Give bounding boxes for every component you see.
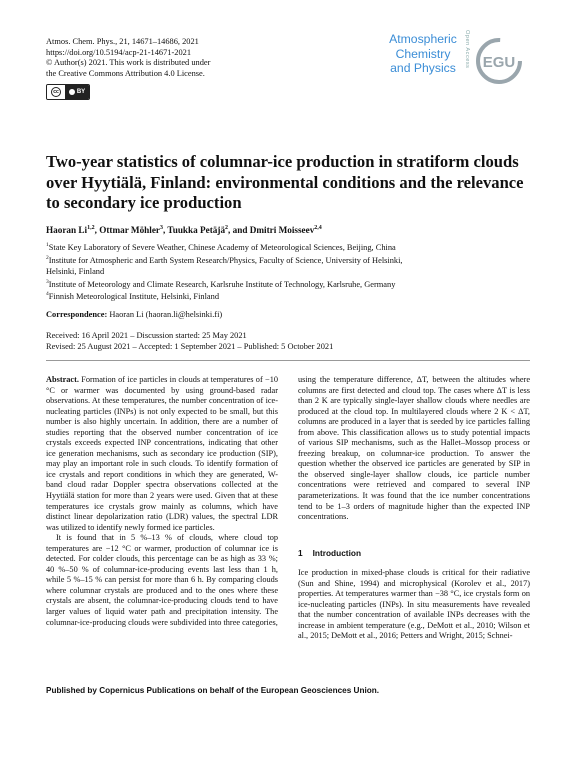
journal-line-1: Atmospheric	[389, 32, 457, 46]
copyright: © Author(s) 2021. This work is distributed under	[46, 58, 211, 68]
doi-link[interactable]: https://doi.org/10.5194/acp-21-14671-2021	[46, 47, 192, 57]
abstract-paragraph-3: using the temperature difference, ΔT, between the altitudes where columns are first detected and cloud top. The cases where ΔT is less than 2 K are typically single-layer shallow clouds where needles are produced at the cloud top. In multilayered clouds where 2 K < ΔT, columns are produced in a layer that is seeded by ice particles falling from above. This classification allows us to study potential impacts of various SIP mechanisms, such as the Hallet–Mossop process or freezing breakup, on columnar-ice production. To answer the question whether the observed ice particles are generated by SIP in the observed single-layer shallow clouds, ice particle number concentrations were retrieved and compared to several INP parameterizations. It was found that the ice number concentrations tend to be 1–3 orders of magnitude higher than the expected INP concentrations.	[298, 375, 530, 522]
affiliation-1: $^1$State Key Laboratory of Severe Weather, Chinese Academy of Meteorological Sciences, Beijing, China	[46, 242, 396, 252]
journal-line-2: Chemistry	[395, 46, 451, 61]
abstract-label: Abstract.	[46, 375, 79, 384]
cc-by-badge[interactable]	[46, 84, 90, 100]
open-access-label: Open Access	[464, 30, 470, 69]
divider	[46, 360, 530, 361]
publication-dates	[46, 330, 333, 352]
correspondence-label: Correspondence:	[46, 310, 108, 319]
section-title: Introduction	[312, 547, 362, 558]
license-text: the Creative Commons Attribution 4.0 License.	[46, 68, 205, 78]
right-column	[298, 375, 530, 642]
person-icon	[69, 89, 75, 95]
journal-line-3: and Physics	[390, 61, 456, 75]
section-number: 1	[298, 547, 303, 558]
received-line: Received: 16 April 2021 – Discussion started: 25 May 2021	[46, 331, 247, 340]
egu-logo	[474, 38, 524, 84]
affiliation-3: $^3$Institute of Meteorology and Climate Research, Karlsruhe Institute of Technology, Karlsruhe, Germany	[46, 278, 396, 289]
by-label: BY	[76, 89, 86, 95]
affiliation-4: $^4$Finnish Meteorological Institute, Helsinki, Finland	[46, 291, 220, 302]
affiliations	[46, 240, 516, 302]
egu-logo-text: EGU	[482, 54, 516, 71]
revised-line: Revised: 25 August 2021 – Accepted: 1 September 2021 – Published: 5 October 2021	[46, 342, 334, 351]
correspondence-email[interactable]: Haoran Li (haoran.li@helsinki.fi)	[109, 310, 223, 319]
affiliation-2: $^2$Institute for Atmospheric and Earth System Research/Physics, Faculty of Science, University of Helsinki,	[46, 254, 403, 265]
author-list: Haoran Li$^{1,2}$, Ottmar Möhler$^3$, Tuukka Petäjä$^2$, and Dmitri Moisseev$^{2,4}$	[46, 225, 322, 236]
affiliation-2-cont: Helsinki, Finland	[46, 266, 105, 276]
correspondence	[46, 310, 222, 319]
left-column	[46, 375, 278, 628]
publisher-footer: Published by Copernicus Publications on behalf of the European Geosciences Union.	[46, 686, 380, 695]
citation-block	[46, 37, 286, 79]
abstract-paragraph-2: It is found that in 5 %–13 % of clouds, where cloud top temperatures are −12 °C or warmer, production of columnar ice is detected. For colder clouds, this percentage can be as high as 33 %; 40 %–50 % of columnar-ice-producing events last less than 1 h, while 5 %–15 % can persist for more than 6 h. By comparing clouds where columnar crystals are produced and to the ones where these crystals are absent, the columnar-ice-producing clouds tend to have larger values of liquid water path and precipitation intensity. The columnar-ice-producing clouds were subdivided into three categories,	[46, 533, 278, 627]
journal-name	[382, 32, 464, 76]
introduction-paragraph: Ice production in mixed-phase clouds is critical for their radiative (Sun and Shine, 1994) and microphysical (Korolev et al., 2017) properties. At temperatures warmer than −38 °C, ice crystals form on ice-nucleating particles (INPs). In situ measurements have revealed that the number concentration of available INPs decreases with the increase in ambient temperature (e.g., DeMott et al., 2010; Wilson et al., 2015; DeMott et al., 2016; Petters and Wright, 2015; Schnei-	[298, 568, 530, 641]
paper-title: Two-year statistics of columnar-ice production in stratiform clouds over Hyytiälä, Finland: environmental conditions and the relevance to secondary ice production	[46, 152, 524, 212]
abstract-paragraph-1: Abstract. Formation of ice particles in clouds at temperatures of −10 °C or warmer was documented by using ground-based radar observations. At these temperatures, the number concentration of ice-nucleating particles (INPs) is not only expected to be small, but this number is also highly uncertain. In addition, there are a number of studies reporting that the observed number concentration of ice crystals exceeds expected INP concentrations, indicating that other ice generation mechanisms, such as secondary ice production (SIP), may play an important role in such clouds. To identify formation of ice crystals and report conditions in which they are generated, W-band cloud radar Doppler spectra observations collected at the Hyytiälä station for more than 2 years were used. Given that at these temperatures ice crystals grow mainly as columns, which have distinct linear depolarization ratio (LDR) values, the spectral LDR was utilized to identify newly formed ice particles.	[46, 375, 278, 532]
citation: Atmos. Chem. Phys., 21, 14671–14686, 2021	[46, 37, 199, 46]
section-heading-introduction	[298, 548, 530, 559]
cc-icon: cc	[47, 85, 65, 99]
